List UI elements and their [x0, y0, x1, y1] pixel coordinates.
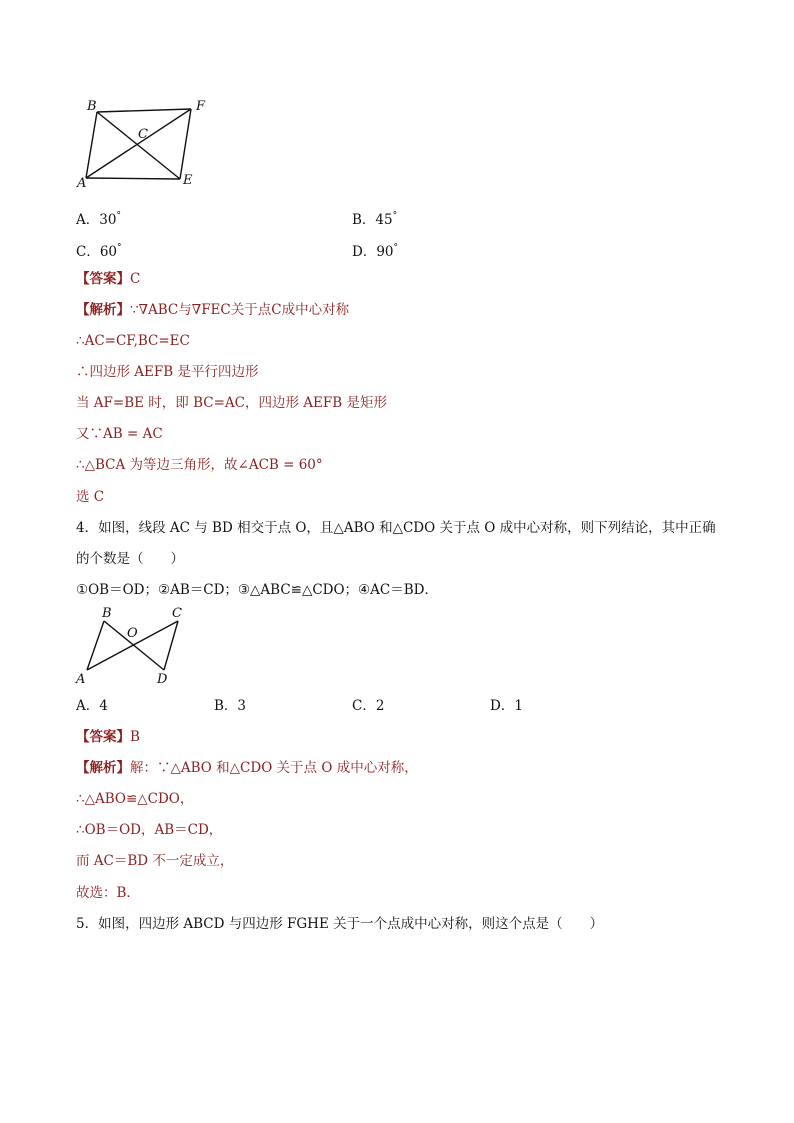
- q3-analysis-3: ∴四边形 AEFB 是平行四边形: [76, 364, 259, 380]
- q4-option-d: D．1: [490, 698, 523, 714]
- q3-answer: 【答案】C: [76, 271, 141, 287]
- q4-statements: ①OB＝OD；②AB＝CD；③△ABC≌△CDO；④AC＝BD．: [76, 582, 438, 598]
- q4-option-b: B．3: [214, 698, 247, 714]
- q4-stem-line1: 4．如图，线段 AC 与 BD 相交于点 O，且△ABO 和△CDO 关于点 O 成中心对称，则下列结论，其中正确: [76, 520, 716, 536]
- label-F: F: [196, 99, 206, 114]
- parallelogram-figure: [72, 95, 222, 195]
- q3-analysis-6: ∴△BCA 为等边三角形，故∠ACB = 60°: [76, 457, 323, 473]
- label-A: A: [76, 672, 86, 686]
- bowtie-figure: [72, 604, 192, 686]
- q3-analysis-4: 当 AF=BE 时，即 BC=AC，四边形 AEFB 是矩形: [76, 395, 387, 411]
- q4-option-c: C．2: [352, 698, 385, 714]
- label-B: B: [87, 99, 97, 114]
- q4-analysis-4: 而 AC＝BD 不一定成立，: [76, 853, 234, 869]
- label-A: A: [77, 176, 87, 191]
- label-D: D: [157, 672, 168, 686]
- q3-analysis-1: 【解析】∵∇ABC与∇FEC关于点C成中心对称: [76, 302, 350, 318]
- q4-analysis-1: 【解析】解：∵△ABO 和△CDO 关于点 O 成中心对称，: [76, 760, 418, 776]
- q4-stem-line2: 的个数是（ ）: [76, 551, 184, 567]
- label-C: C: [172, 606, 182, 621]
- q4-analysis-3: ∴OB＝OD，AB＝CD，: [76, 822, 223, 838]
- q3-analysis-7: 选 C: [76, 489, 105, 505]
- label-O: O: [127, 626, 138, 641]
- q5-stem: 5．如图，四边形 ABCD 与四边形 FGHE 关于一个点成中心对称，则这个点是（ ）: [76, 916, 604, 932]
- q3-analysis-2: ∴AC=CF,BC=EC: [76, 333, 190, 349]
- q4-analysis-5: 故选：B．: [76, 885, 140, 901]
- q4-answer: 【答案】B: [76, 729, 140, 745]
- q3-option-d: D．90°: [352, 243, 399, 260]
- label-B: B: [102, 606, 112, 621]
- q3-analysis-5: 又∵AB = AC: [76, 426, 163, 442]
- q3-option-b: B．45°: [352, 211, 398, 228]
- label-E: E: [183, 173, 193, 188]
- q4-analysis-2: ∴△ABO≌△CDO，: [76, 791, 194, 807]
- q3-option-a: A．30°: [76, 211, 121, 228]
- q3-option-c: C．60°: [76, 243, 122, 260]
- q4-option-a: A．4: [76, 698, 108, 714]
- label-C: C: [138, 127, 148, 142]
